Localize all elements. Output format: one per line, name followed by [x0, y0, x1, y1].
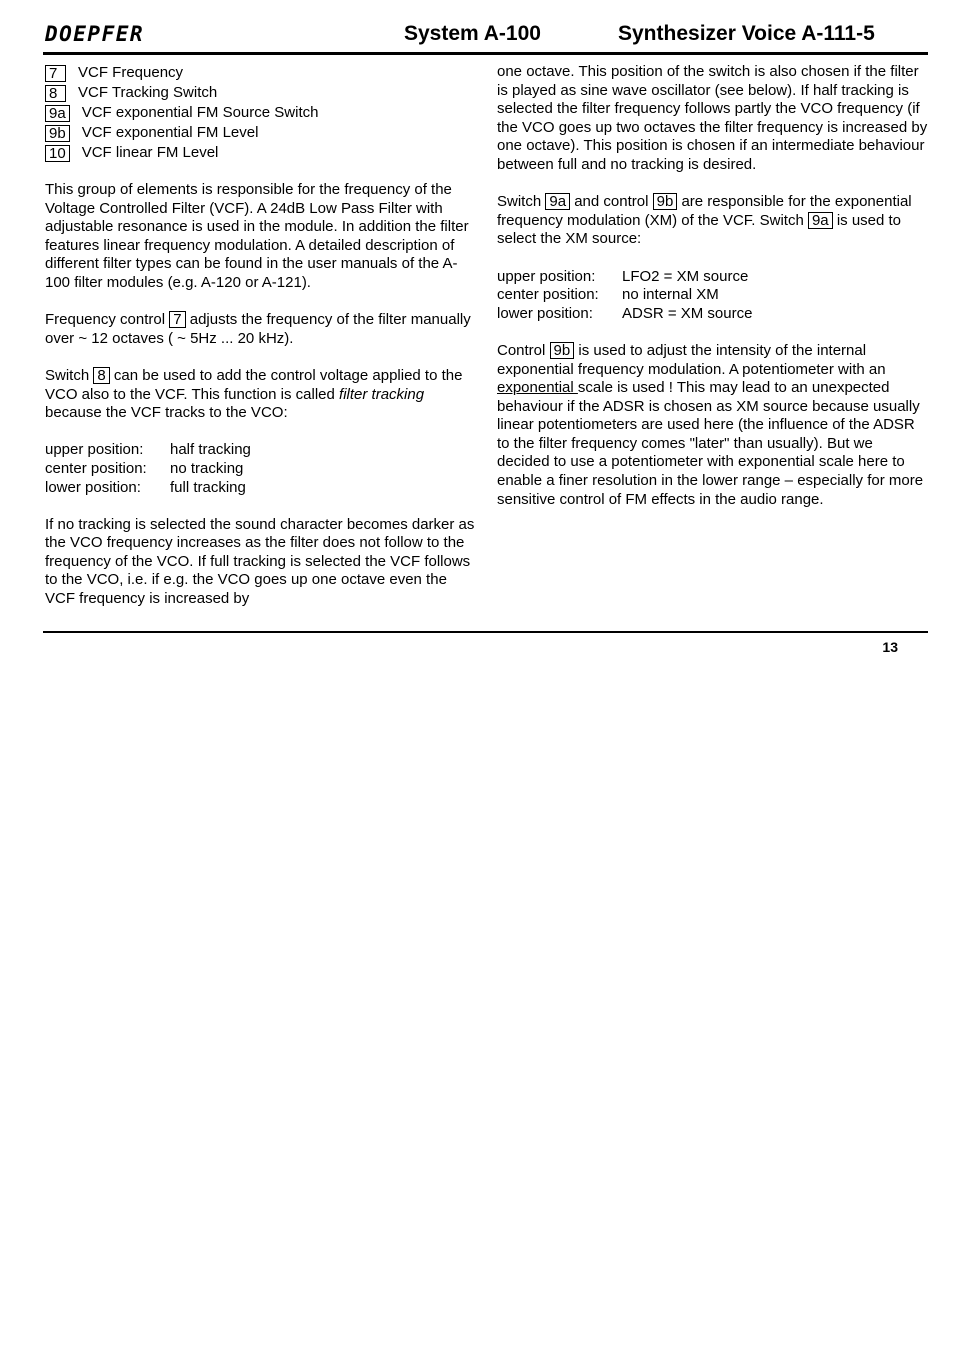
- xm-table: [497, 268, 752, 324]
- control-label: VCF exponential FM Source Switch: [81, 103, 319, 121]
- frequency-paragraph: Frequency control 7 adjusts the frequency of the filter manually over ~ 12 octaves ( ~ 5Hz ... 20 kHz).: [45, 311, 471, 347]
- table-row: lower position: full tracking: [45, 478, 246, 496]
- control-number: 7: [45, 65, 66, 82]
- page-number: 13: [882, 639, 898, 655]
- table-row: center position: no tracking: [45, 459, 244, 477]
- xm-paragraph: Switch 9a and control 9b are responsible for the exponential frequency modulation (XM) of the VCF. Switch 9a is used to select the XM source:: [497, 193, 912, 248]
- control-ref: 9a: [545, 193, 570, 210]
- tracking-table: [45, 441, 251, 497]
- control-label: VCF Frequency: [78, 63, 184, 81]
- right-column: [497, 63, 929, 528]
- control-item: [45, 63, 477, 83]
- control-ref: 9b: [653, 193, 678, 210]
- page-header: [43, 20, 928, 55]
- table-row: lower position: ADSR = XM source: [497, 304, 753, 322]
- control-ref: 7: [169, 311, 185, 328]
- tracking-paragraph: Switch 8 can be used to add the control voltage applied to the VCO also to the VCF. This function is called filter tracking because the VCF tracks to the VCO:: [45, 366, 463, 422]
- control-number: 9a: [45, 105, 70, 122]
- control-ref: 9b: [550, 342, 575, 359]
- control-number: 8: [45, 85, 66, 102]
- control-item: [45, 83, 477, 103]
- left-column: [45, 63, 477, 627]
- control-number: 9b: [45, 125, 70, 142]
- control-number: 10: [45, 145, 70, 162]
- table-row: upper position: LFO2 = XM source: [497, 267, 749, 285]
- control-label: VCF linear FM Level: [81, 143, 219, 161]
- control-item: [45, 123, 477, 143]
- control-ref: 8: [93, 367, 109, 384]
- system-title: System A-100: [404, 22, 541, 45]
- doepfer-logo: DOEPFER: [45, 22, 145, 46]
- no-tracking-paragraph: If no tracking is selected the sound character becomes darker as the VCO frequency increases as the filter does not follow to the frequency of the VCO. If full tracking is selected the VCF follows to the VCO, i.e. if e.g. the VCO goes up one octave even the VCF frequency is increased by: [45, 515, 475, 608]
- continuation-paragraph: one octave. This position of the switch is also chosen if the filter is played as sine wave oscillator (see below). If half tracking is selected the filter frequency follows partly the VCO frequency (if the VCO goes up two octaves the filter frequency is increased by one octave). This position is chosen if an intermediate behaviour between full and no tracking is desired.: [497, 63, 928, 173]
- control-item: [45, 143, 477, 163]
- control-item: [45, 103, 477, 123]
- table-row: center position: no internal XM: [497, 286, 719, 304]
- page-footer: [43, 631, 928, 655]
- control-label: VCF Tracking Switch: [78, 83, 218, 101]
- xm-level-paragraph: Control 9b is used to adjust the intensity of the internal exponential frequency modulation. A potentiometer with an exponential scale is used ! This may lead to an unexpected behaviour if the ADSR is chosen as XM source because usually linear potentiometers are used here (the influence of the ADSR to the filter frequency comes "later" than usually). But we decided to use a potentiometer with exponential scale here to enable a finer resolution in the lower range – especially for more sensitive control of FM effects in the audio range.: [497, 341, 924, 508]
- module-title: Synthesizer Voice A-111-5: [618, 22, 875, 45]
- control-ref: 9a: [808, 212, 833, 229]
- control-label: VCF exponential FM Level: [81, 123, 259, 141]
- control-list: [45, 63, 477, 163]
- table-row: upper position: half tracking: [45, 441, 251, 459]
- intro-paragraph: This group of elements is responsible for the frequency of the Voltage Controlled Filter (VCF). A 24dB Low Pass Filter with adjustable resonance is used in the module. In addition the filter features linear frequency modulation. A detailed description of different filter types can be found in the user manuals of the A-100 filter modules (e.g. A-120 or A-121).: [45, 181, 469, 291]
